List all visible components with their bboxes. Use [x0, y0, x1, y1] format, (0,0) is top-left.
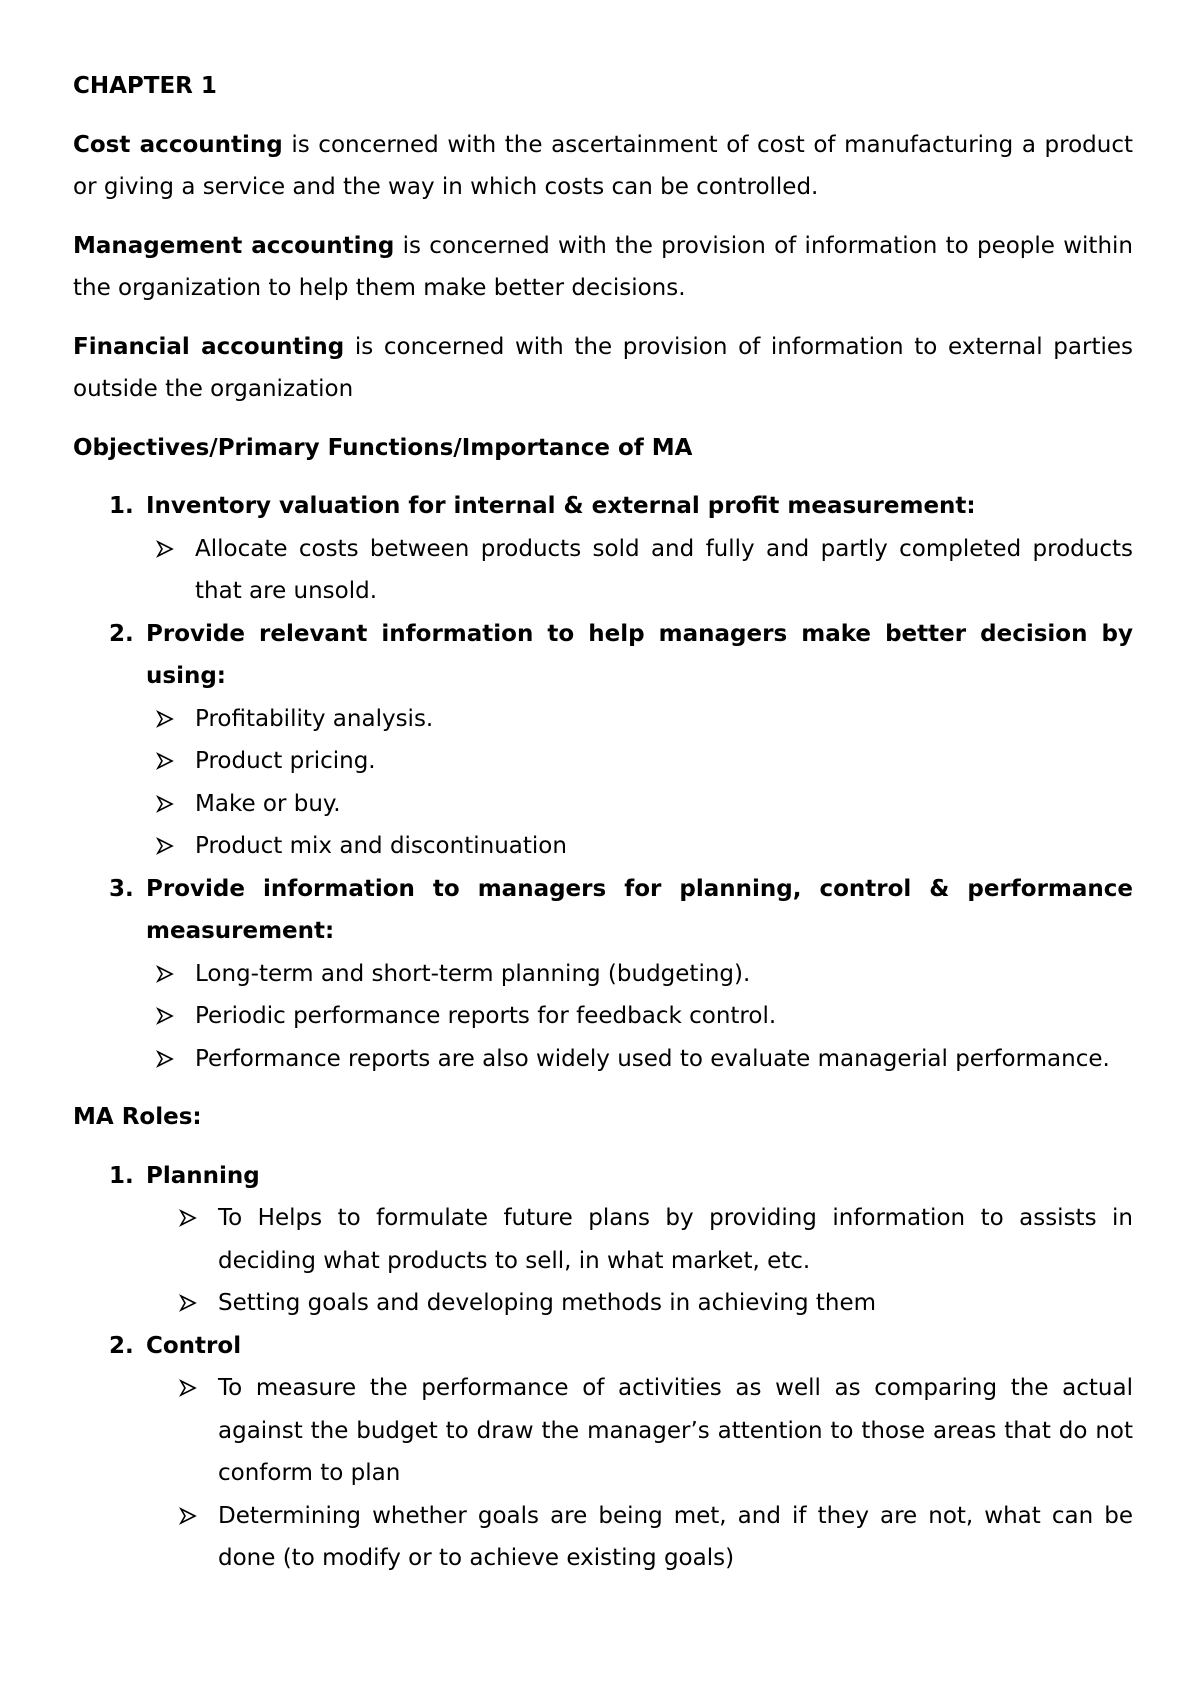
bullet-item: [146, 1038, 1133, 1081]
bullet-item: [146, 953, 1133, 996]
bullet-text: Performance reports are also widely used to evaluate managerial performance.: [195, 1045, 1110, 1072]
item-number: 2.: [109, 620, 134, 647]
arrow-bullet-icon: [156, 698, 180, 740]
bullet-text: Product mix and discontinuation: [195, 833, 567, 859]
bullet-list: [169, 1197, 1133, 1325]
bullet-item: [146, 783, 1133, 826]
bullet-list: [146, 528, 1133, 613]
chapter-title: CHAPTER 1: [73, 73, 217, 99]
bullet-item: [146, 740, 1133, 783]
bullet-text: Determining whether goals are being met, and if they are not, what can be done (to modify or to achieve existing goals): [218, 1502, 1133, 1571]
bullet-list: [146, 698, 1133, 868]
roles-list: [73, 1155, 1133, 1580]
bullet-text: Allocate costs between products sold and fully and partly completed products that are unsold.: [195, 535, 1133, 604]
arrow-bullet-icon: [156, 740, 180, 782]
bullet-item: [146, 698, 1133, 741]
role-item: [73, 1155, 1133, 1325]
definition-text: is concerned with the provision of information to people within the organization to help them make better decisions.: [73, 232, 1133, 301]
item-number: 1.: [109, 493, 134, 519]
bullet-item: [169, 1282, 1133, 1325]
item-title: Provide relevant information to help managers make better decision by using:: [146, 620, 1133, 689]
objective-item: [73, 613, 1133, 868]
definition-term: Cost accounting: [73, 131, 283, 158]
item-number: 3.: [109, 875, 134, 902]
definition-term: Management accounting: [73, 232, 395, 259]
arrow-bullet-icon: [156, 825, 180, 867]
bullet-text: Product pricing.: [195, 748, 376, 774]
definition-term: Financial accounting: [73, 333, 345, 360]
definition-text: is concerned with the ascertainment of cost of manufacturing a product or giving a service and the way in which costs can be controlled.: [73, 131, 1133, 200]
bullet-text: To measure the performance of activities as well as comparing the actual against the budget to draw the manager’s attention to those areas that do not conform to plan: [218, 1375, 1133, 1486]
objectives-list: [73, 485, 1133, 1080]
bullet-item: [169, 1197, 1133, 1282]
item-title: Control: [146, 1332, 242, 1359]
item-title: Planning: [146, 1162, 260, 1189]
definition-management-accounting: [73, 225, 1133, 310]
objective-item: [73, 485, 1133, 613]
bullet-item: [169, 1367, 1133, 1495]
bullet-text: Setting goals and developing methods in achieving them: [218, 1290, 877, 1316]
role-item: [73, 1325, 1133, 1580]
roles-heading: MA Roles:: [73, 1104, 202, 1130]
bullet-list: [169, 1367, 1133, 1580]
bullet-item: [169, 1495, 1133, 1580]
bullet-item: [146, 528, 1133, 613]
arrow-bullet-icon: [179, 1197, 203, 1239]
item-number: 1.: [109, 1162, 134, 1189]
item-title: Provide information to managers for planning, control & performance measurement:: [146, 875, 1133, 944]
definition-cost-accounting: [73, 124, 1133, 209]
arrow-bullet-icon: [179, 1367, 203, 1409]
definition-text: is concerned with the provision of information to external parties outside the organization: [73, 333, 1133, 402]
bullet-text: To Helps to formulate future plans by providing information to assists in deciding what products to sell, in what market, etc.: [218, 1205, 1133, 1274]
arrow-bullet-icon: [156, 528, 180, 570]
arrow-bullet-icon: [156, 995, 180, 1037]
bullet-text: Long-term and short-term planning (budgeting).: [195, 960, 751, 987]
bullet-list: [146, 953, 1133, 1081]
arrow-bullet-icon: [179, 1282, 203, 1324]
item-title: Inventory valuation for internal & external profit measurement:: [146, 493, 976, 519]
definition-financial-accounting: [73, 326, 1133, 411]
objectives-heading: Objectives/Primary Functions/Importance of MA: [73, 434, 693, 461]
arrow-bullet-icon: [156, 783, 180, 825]
bullet-text: Periodic performance reports for feedback control.: [195, 1003, 777, 1029]
arrow-bullet-icon: [156, 953, 180, 995]
bullet-item: [146, 995, 1133, 1038]
bullet-text: Profitability analysis.: [195, 705, 434, 732]
arrow-bullet-icon: [156, 1038, 180, 1080]
bullet-text: Make or buy.: [195, 790, 341, 817]
document-body: [73, 65, 1133, 1596]
objective-item: [73, 868, 1133, 1081]
bullet-item: [146, 825, 1133, 868]
item-number: 2.: [109, 1332, 134, 1359]
arrow-bullet-icon: [179, 1495, 203, 1537]
